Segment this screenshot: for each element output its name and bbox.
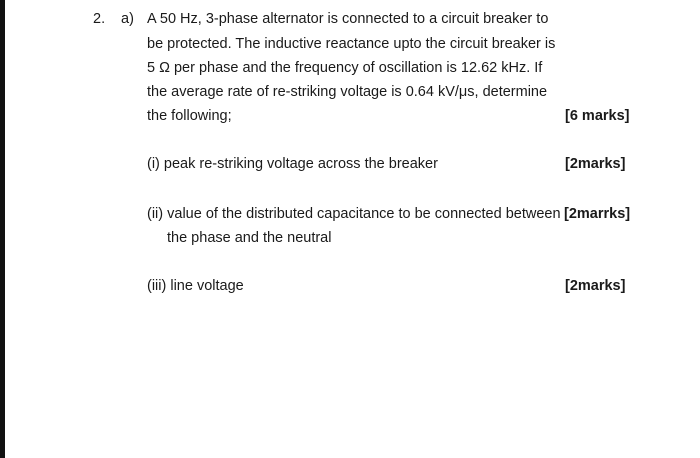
subpart-marks: [2marks]: [565, 278, 626, 294]
question-number: 2.: [93, 11, 106, 27]
subpart-marks: [2marrks]: [564, 206, 631, 222]
stem-marks: [6 marks]: [565, 108, 630, 124]
subpart-text: (ii) value of the distributed capacitance to be connected between: [147, 206, 561, 222]
stem-line: the following;: [147, 108, 232, 124]
stem-line: A 50 Hz, 3-phase alternator is connected to a circuit breaker to: [147, 11, 549, 27]
left-edge-border: [0, 0, 5, 458]
subpart-text: the phase and the neutral: [167, 230, 332, 246]
part-label: a): [121, 11, 134, 27]
subpart-text: (i) peak re-striking voltage across the breaker: [147, 156, 438, 172]
stem-line: 5 Ω per phase and the frequency of oscillation is 12.62 kHz. If: [147, 60, 543, 76]
stem-line: be protected. The inductive reactance upto the circuit breaker is: [147, 36, 556, 52]
stem-line: the average rate of re-striking voltage is 0.64 kV/μs, determine: [147, 84, 548, 100]
subpart-text: (iii) line voltage: [147, 278, 244, 294]
subpart-marks: [2marks]: [565, 156, 626, 172]
